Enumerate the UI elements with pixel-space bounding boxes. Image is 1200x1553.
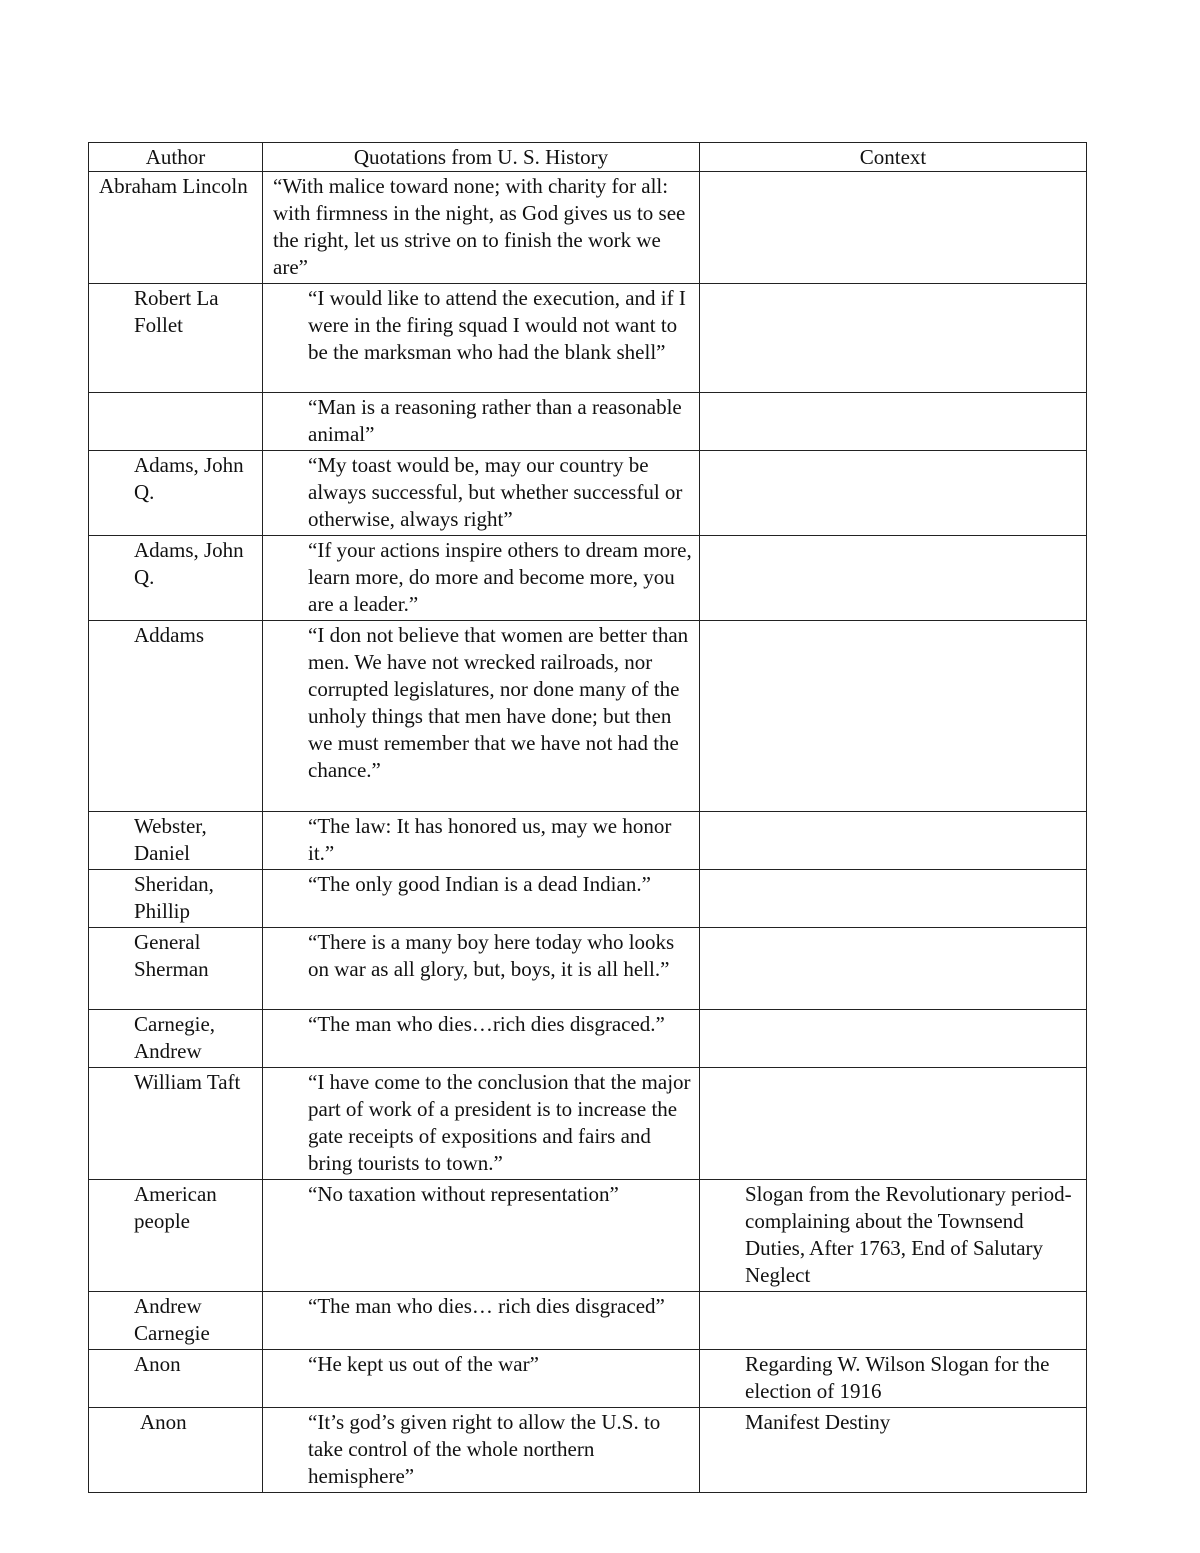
quote-cell: “Man is a reasoning rather than a reasonable animal” xyxy=(263,393,700,451)
author-cell: American people xyxy=(89,1180,263,1292)
quote-cell: “He kept us out of the war” xyxy=(263,1350,700,1408)
author-cell: Addams xyxy=(89,621,263,812)
author-cell: Sheridan, Phillip xyxy=(89,870,263,928)
author-cell: General Sherman xyxy=(89,928,263,1010)
table-row xyxy=(89,1010,1087,1068)
quote-cell: “The law: It has honored us, may we honor it.” xyxy=(263,812,700,870)
table-row xyxy=(89,1408,1087,1493)
context-cell xyxy=(700,870,1087,928)
author-cell: Carnegie, Andrew xyxy=(89,1010,263,1068)
quotations-table xyxy=(88,142,1087,1493)
table-row xyxy=(89,284,1087,393)
quote-cell: “If your actions inspire others to dream more, learn more, do more and become more, you are a leader.” xyxy=(263,536,700,621)
table-body xyxy=(89,172,1087,1493)
quote-cell: “My toast would be, may our country be always successful, but whether successful or otherwise, always right” xyxy=(263,451,700,536)
table-row xyxy=(89,1292,1087,1350)
author-cell: Andrew Carnegie xyxy=(89,1292,263,1350)
quote-cell: “The only good Indian is a dead Indian.” xyxy=(263,870,700,928)
context-cell xyxy=(700,812,1087,870)
context-cell xyxy=(700,1068,1087,1180)
quote-cell: “It’s god’s given right to allow the U.S. to take control of the whole northern hemisphere” xyxy=(263,1408,700,1493)
context-cell: Regarding W. Wilson Slogan for the election of 1916 xyxy=(700,1350,1087,1408)
context-cell xyxy=(700,928,1087,1010)
table-row xyxy=(89,1068,1087,1180)
table-header xyxy=(89,143,1087,172)
quote-cell: “With malice toward none; with charity for all: with firmness in the night, as God gives us to see the right, let us strive on to finish the work we are” xyxy=(263,172,700,284)
quote-cell: “The man who dies… rich dies disgraced” xyxy=(263,1292,700,1350)
table-row xyxy=(89,1180,1087,1292)
quote-cell: “No taxation without representation” xyxy=(263,1180,700,1292)
author-cell: Abraham Lincoln xyxy=(89,172,263,284)
context-cell xyxy=(700,451,1087,536)
quote-cell: “The man who dies…rich dies disgraced.” xyxy=(263,1010,700,1068)
author-cell: Robert La Follet xyxy=(89,284,263,393)
table-row xyxy=(89,621,1087,812)
header-author: Author xyxy=(89,143,263,172)
author-cell: Adams, John Q. xyxy=(89,536,263,621)
table-row xyxy=(89,870,1087,928)
context-cell: Slogan from the Revolutionary period- complaining about the Townsend Duties, After 1763, End of Salutary Neglect xyxy=(700,1180,1087,1292)
header-context: Context xyxy=(700,143,1087,172)
quote-cell: “I have come to the conclusion that the major part of work of a president is to increase the gate receipts of expositions and fairs and bring tourists to town.” xyxy=(263,1068,700,1180)
table-row xyxy=(89,928,1087,1010)
author-cell: Anon xyxy=(89,1408,263,1493)
quote-cell: “There is a many boy here today who looks on war as all glory, but, boys, it is all hell.” xyxy=(263,928,700,1010)
context-cell xyxy=(700,621,1087,812)
author-cell xyxy=(89,393,263,451)
author-cell: Adams, John Q. xyxy=(89,451,263,536)
context-cell xyxy=(700,1010,1087,1068)
table-row xyxy=(89,172,1087,284)
table-row xyxy=(89,1350,1087,1408)
table-row xyxy=(89,451,1087,536)
context-cell xyxy=(700,172,1087,284)
header-row xyxy=(89,143,1087,172)
author-cell: Webster, Daniel xyxy=(89,812,263,870)
context-cell xyxy=(700,284,1087,393)
context-cell xyxy=(700,393,1087,451)
author-cell: Anon xyxy=(89,1350,263,1408)
quote-cell: “I would like to attend the execution, and if I were in the firing squad I would not want to be the marksman who had the blank shell” xyxy=(263,284,700,393)
author-cell: William Taft xyxy=(89,1068,263,1180)
context-cell: Manifest Destiny xyxy=(700,1408,1087,1493)
context-cell xyxy=(700,1292,1087,1350)
context-cell xyxy=(700,536,1087,621)
header-quote: Quotations from U. S. History xyxy=(263,143,700,172)
table-row xyxy=(89,393,1087,451)
table-row xyxy=(89,812,1087,870)
table-row xyxy=(89,536,1087,621)
quote-cell: “I don not believe that women are better than men. We have not wrecked railroads, nor corrupted legislatures, nor done many of the unholy things that men have done; but then we must remember that we have not had the chance.” xyxy=(263,621,700,812)
